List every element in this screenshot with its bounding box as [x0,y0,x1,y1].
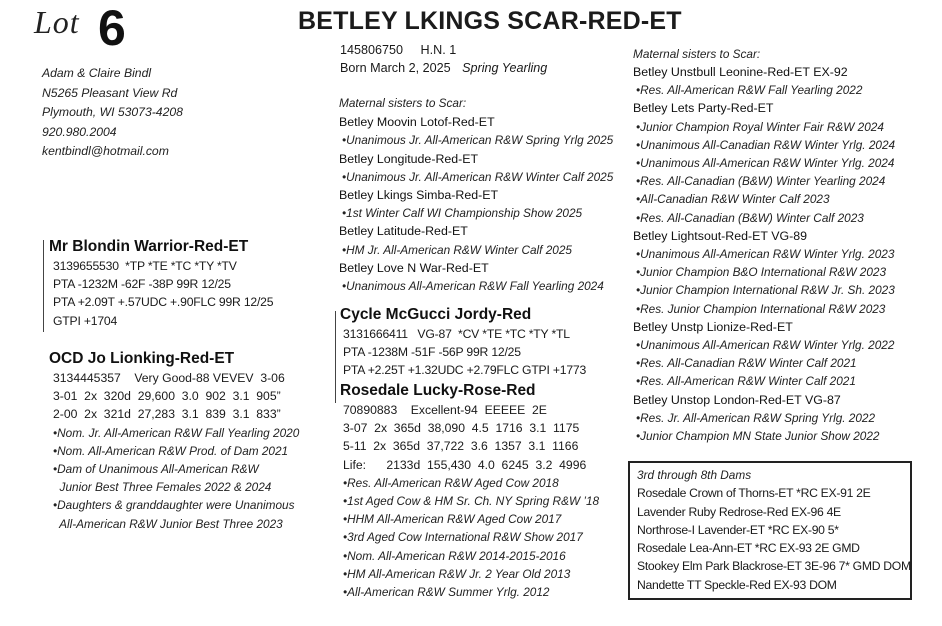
ancestor-dam: Nandette TT Speckle-Red EX-93 DOM [637,577,837,592]
dam-line: 3-07 2x 365d 38,090 4.5 1716 3.1 1175 [343,421,580,436]
sires-dam-line: 3134445357 Very Good-88 VEVEV 3-06 [53,371,285,385]
sister-award: •Junior Champion MN State Junior Show 2022 [636,429,880,444]
sires-dam-awards [53,424,299,533]
sire-line: PTA +2.09T +.57UDC +.90FLC 99R 12/25 [53,295,274,310]
animal-info [340,41,547,77]
ancestor-dam: Rosedale Lea-Ann-ET *RC EX-93 2E GMD [637,541,860,556]
ancestor-dam: Rosedale Crown of Thorns-ET *RC EX-91 2E [637,486,871,501]
sires-dam-line: 3-01 2x 320d 29,600 3.0 902 3.1 905” [53,389,281,404]
dams-sire-block [340,305,586,380]
ancestor-dam: Lavender Ruby Redrose-Red EX-96 4E [637,504,841,519]
maternal-sisters-middle [339,94,613,295]
sister-award: •Unanimous All-American R&W Fall Yearling 2024 [342,279,604,294]
maternal-sisters-list [633,63,895,445]
maternal-sisters-right [633,46,895,445]
sires-dam-line: 2-00 2x 321d 27,283 3.1 839 3.1 833” [53,407,281,422]
consignor-city: Plymouth, WI 53073-4208 [42,105,183,119]
sister-award: •1st Winter Calf WI Championship Show 2025 [342,206,583,221]
sister-award: •Unanimous All-Canadian R&W Winter Yrlg. 2024 [636,137,896,152]
sister-award: •Junior Champion International R&W Jr. Sh. 2023 [636,283,895,298]
dam-line: 5-11 2x 365d 37,722 3.6 1357 3.1 1166 [343,439,579,454]
sister-name: Betley Unstbull Leonine-Red-ET EX-92 [633,65,848,79]
sires-dam-award: •Nom. Jr. All-American R&W Fall Yearling 2020 [53,425,300,440]
sire-block [49,237,273,330]
page-title: BETLEY LKINGS SCAR-RED-ET [298,7,682,35]
dams-sire-name: Cycle McGucci Jordy-Red [340,306,532,323]
sire-line: PTA -1232M -62F -38P 99R 12/25 [53,277,231,292]
sister-name: Betley Lkings Simba-Red-ET [339,188,499,203]
sister-award: •Unanimous All-American R&W Winter Yrlg. 2024 [636,156,895,171]
dams-sire-line: 3131666411 VG-87 *CV *TE *TC *TY *TL [343,327,570,341]
sire-divider [43,240,44,332]
sister-award: •Junior Champion B&O International R&W 2023 [636,265,887,280]
birth-date: Born March 2, 2025 [340,61,451,76]
sire-line: GTPI +1704 [53,313,118,328]
sister-award: •Res. All-Canadian R&W Winter Calf 2021 [636,356,857,371]
sister-name: Betley Latitude-Red-ET [339,224,468,239]
dam-award: •Nom. All-American R&W 2014-2015-2016 [343,548,566,563]
animal-class: Spring Yearling [462,61,548,76]
dam-award: •HHM All-American R&W Aged Cow 2017 [343,512,562,527]
sister-award: •Unanimous All-American R&W Winter Yrlg. 2022 [636,338,895,353]
lot-label: Lot [34,4,80,40]
maternal-sisters-heading: Maternal sisters to Scar: [339,96,467,110]
sister-award: •Unanimous Jr. All-American R&W Winter Calf 2025 [342,169,614,184]
sires-dam-award: All-American R&W Junior Best Three 2023 [53,516,283,531]
sister-award: •Res. Junior Champion International R&W 2023 [636,301,886,316]
sister-award: •Res. All-Canadian (B&W) Winter Calf 2023 [636,210,864,225]
consignor-email[interactable]: kentbindl@hotmail.com [42,144,169,158]
dams-box-heading: 3rd through 8th Dams [637,468,752,482]
sister-name: Betley Moovin Lotof-Red-ET [339,115,495,130]
dam-line: Life: 2133d 155,430 4.0 6245 3.2 4996 [343,457,587,472]
dam-name: Rosedale Lucky-Rose-Red [340,382,536,399]
dams-box [628,461,912,600]
born-line [340,59,547,77]
sires-dam-block [49,349,299,533]
sire-line: 3139655530 *TP *TE *TC *TY *TV [53,259,237,273]
consignor-address: N5265 Pleasant View Rd [42,85,178,100]
dam-divider [335,311,336,403]
registration-line: 145806750 H.N. 1 [340,43,457,57]
sires-dam-award: Junior Best Three Females 2022 & 2024 [53,480,272,495]
dams-box-list [637,484,910,594]
sires-dam-award: •Nom. All-American R&W Prod. of Dam 2021 [53,443,289,458]
sister-name: Betley Lightsout-Red-ET VG-89 [633,228,808,243]
dams-sire-line: PTA -1238M -51F -56P 99R 12/25 [343,345,521,360]
sister-award: •HM Jr. All-American R&W Winter Calf 2025 [342,242,572,257]
dam-award: •Res. All-American R&W Aged Cow 2018 [343,475,559,490]
sister-name: Betley Love N War-Red-ET [339,260,489,275]
sister-name: Betley Lets Party-Red-ET [633,101,774,116]
maternal-sisters-list [339,113,613,295]
ancestor-dam: Northrose-I Lavender-ET *RC EX-90 5* [637,522,839,537]
sister-award: •Unanimous All-American R&W Winter Yrlg. 2023 [636,247,895,262]
dam-award: •3rd Aged Cow International R&W Show 2017 [343,530,583,545]
dam-line: 70890883 Excellent-94 EEEEE 2E [343,403,547,417]
dam-awards [343,474,599,601]
sister-award: •Junior Champion Royal Winter Fair R&W 2024 [636,119,884,134]
sires-dam-award: •Daughters & granddaughter were Unanimous [53,498,295,513]
sire-name: Mr Blondin Warrior-Red-ET [49,238,249,255]
maternal-sisters-heading: Maternal sisters to Scar: [633,47,761,61]
sister-award: •Res. All-American R&W Fall Yearling 2022 [636,83,863,98]
ancestor-dam: Stookey Elm Park Blackrose-ET 3E-96 7* GMD DOM [637,559,911,574]
dams-sire-line: PTA +2.25T +1.32UDC +2.79FLC GTPI +1773 [343,363,587,378]
dam-award: •HM All-American R&W Jr. 2 Year Old 2013 [343,566,571,581]
sister-name: Betley Unstop London-Red-ET VG-87 [633,392,841,407]
dam-award: •All-American R&W Summer Yrlg. 2012 [343,585,550,600]
consignor-name: Adam & Claire Bindl [42,66,152,80]
sister-name: Betley Longitude-Red-ET [339,151,479,166]
lot-number: 6 [98,0,126,56]
sister-award: •Res. Jr. All-American R&W Spring Yrlg. 2022 [636,410,876,425]
dam-block [340,381,599,601]
sister-award: •Res. All-American R&W Winter Calf 2021 [636,374,856,389]
consignor-block [42,64,183,162]
sister-name: Betley Unstp Lionize-Red-ET [633,319,793,334]
sires-dam-award: •Dam of Unanimous All-American R&W [53,462,259,477]
sister-award: •Res. All-Canadian (B&W) Winter Yearling 2024 [636,174,886,189]
dam-award: •1st Aged Cow & HM Sr. Ch. NY Spring R&W ’18 [343,494,600,509]
consignor-phone: 920.980.2004 [42,124,117,139]
sires-dam-name: OCD Jo Lionking-Red-ET [49,350,235,367]
sister-award: •Unanimous Jr. All-American R&W Spring Yrlg 2025 [342,133,614,148]
sister-award: •All-Canadian R&W Winter Calf 2023 [636,192,830,207]
